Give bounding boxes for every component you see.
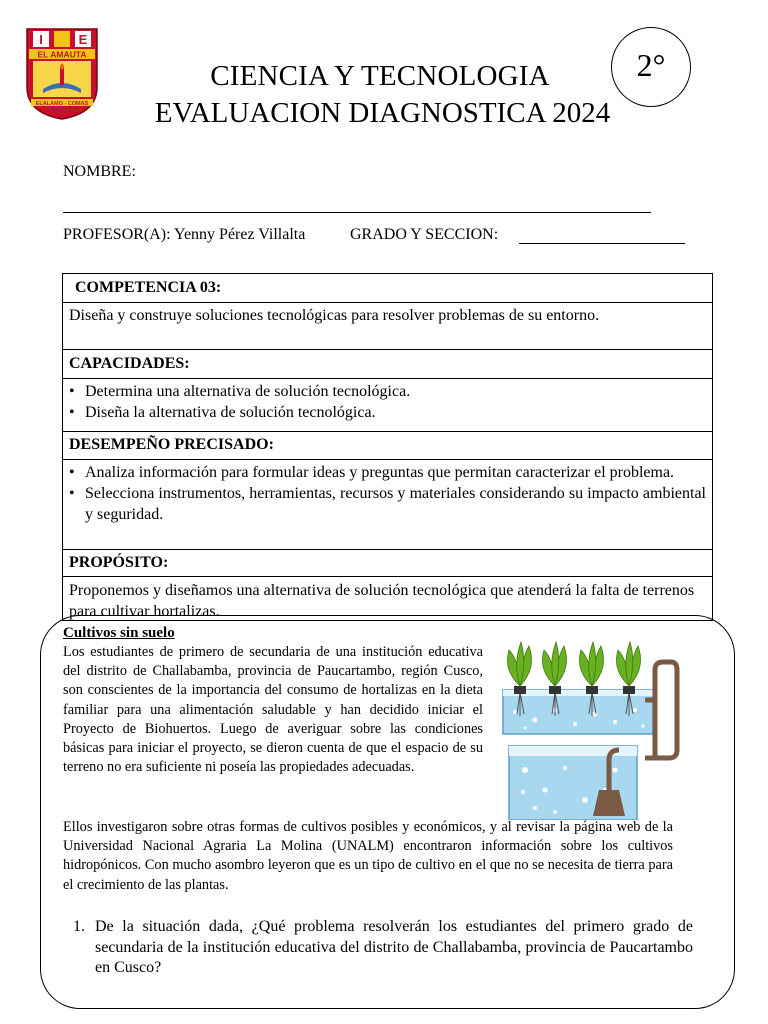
title-line-2: EVALUACION DIAGNOSTICA 2024 xyxy=(154,97,611,129)
desempeno-item: • Selecciona instrumentos, herramientas, recursos y materiales considerando su impacto ambiental y seguridad. xyxy=(65,483,706,525)
logo-letter-e: E xyxy=(78,32,88,47)
situation-paragraph-2: Ellos investigaron sobre otras formas de cultivos posibles y económicos, y al revisar la página web de la Universidad Nacional Agraria La Molina (UNALM) encontraron información sobre los cultivos hidropónicos. Con mucho asombro leyeron que es un tipo de cultivo en el que no se necesita de tierra para el crecimiento de las plantas. xyxy=(63,819,673,893)
competencia-text: Diseña y construye soluciones tecnológicas para resolver problemas de su entorno. xyxy=(63,303,712,350)
logo-letter-i: I xyxy=(39,32,43,47)
competency-table xyxy=(62,273,713,621)
desempeno-item: • Analiza información para formular ideas y preguntas que permitan caracterizar el problema. xyxy=(65,462,706,483)
desempeno-cell xyxy=(63,460,712,550)
grade-label: 2° xyxy=(636,47,666,83)
question-text: De la situación dada, ¿Qué problema resolverán los estudiantes del primero grado de secundaria de la institución educativa del distrito de Challabamba, provincia de Paucartambo en Cusco? xyxy=(95,918,693,976)
proposito-text: Proponemos y diseñamos una alternativa de solución tecnológica que atenderá la falta de terrenos para cultivar hortalizas. xyxy=(69,582,695,620)
profesor-label: PROFESOR(A): Yenny Pérez Villalta xyxy=(63,226,306,243)
capacidades-list xyxy=(65,381,706,423)
nombre-label: NOMBRE: xyxy=(63,163,136,180)
capacidad-item: • Determina una alternativa de solución tecnológica. xyxy=(65,381,706,402)
capacidades-cell xyxy=(63,379,712,432)
proposito-header: PROPÓSITO: xyxy=(63,550,712,577)
school-crest-icon xyxy=(25,27,99,121)
capacidades-header: CAPACIDADES: xyxy=(63,350,712,379)
title-line-1: CIENCIA Y TECNOLOGIA xyxy=(210,60,550,92)
situation-paragraph-1: Los estudiantes de primero de secundaria de una institución educativa del distrito de Challabamba, provincia de Paucartambo, región Cusco, son conscientes de la importancia del consumo de hortalizas en la dieta familiar para una alimentación saludable y han decidido iniciar el Proyecto de Biohuertos. Luego de averiguar sobre las condiciones básicas para iniciar el proyecto, se dieron cuenta de que el espacio de su terreno no era suficiente ni poseía las propiedades adecuadas. xyxy=(63,644,483,776)
desempeno-header: DESEMPEÑO PRECISADO: xyxy=(63,432,712,460)
situation-title: Cultivos sin suelo xyxy=(63,625,175,641)
grado-seccion-label: GRADO Y SECCION: xyxy=(350,226,499,243)
desempeno-list xyxy=(65,462,706,525)
capacidad-item: • Diseña la alternativa de solución tecnológica. xyxy=(65,402,706,423)
logo-name: EL AMAUTA xyxy=(37,49,87,60)
logo-motto: ELALAMO - COMAS xyxy=(35,100,89,107)
nombre-blank-line[interactable] xyxy=(63,212,651,213)
grado-seccion-blank-line[interactable] xyxy=(519,243,685,244)
question-number: 1. xyxy=(73,918,85,935)
competencia-header: COMPETENCIA 03: xyxy=(63,274,712,303)
hydroponic-system-illustration xyxy=(495,640,680,820)
question-1 xyxy=(73,917,693,979)
